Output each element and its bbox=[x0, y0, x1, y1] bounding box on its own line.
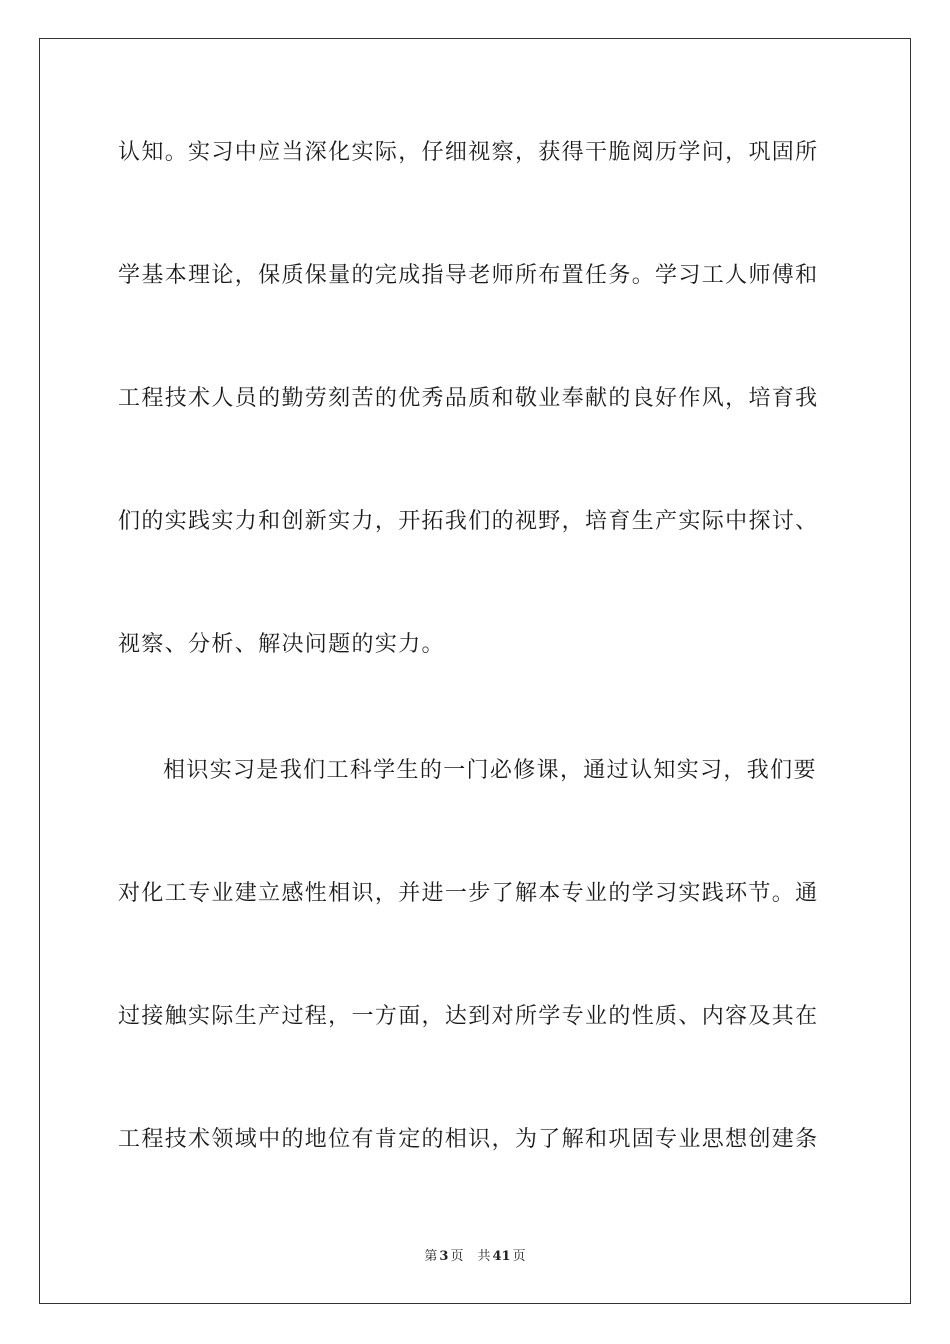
page-prefix: 第 bbox=[424, 1249, 438, 1264]
total-suffix: 页 bbox=[512, 1249, 526, 1264]
paragraph-first-line: 相识实习是我们工科学生的一门必修课，通过认知实习，我们要 bbox=[163, 758, 817, 783]
body-text-line: 认知。实习中应当深化实际，仔细视察，获得干脆阅历学问，巩固所 bbox=[118, 140, 819, 165]
total-pages: 41 bbox=[492, 1249, 511, 1264]
total-prefix: 共 bbox=[477, 1249, 491, 1264]
body-text-line: 视察、分析、解决问题的实力。 bbox=[118, 632, 445, 657]
body-text-line: 们的实践实力和创新实力，开拓我们的视野，培育生产实际中探讨、 bbox=[118, 509, 819, 534]
page-border bbox=[39, 38, 911, 1304]
body-text-line: 对化工专业建立感性相识，并进一步了解本专业的学习实践环节。通 bbox=[118, 881, 819, 906]
page-footer bbox=[0, 1248, 950, 1266]
page-number: 3 bbox=[439, 1249, 449, 1264]
body-text-line: 工程技术人员的勤劳刻苦的优秀品质和敬业奉献的良好作风，培育我 bbox=[118, 386, 819, 411]
page-suffix: 页 bbox=[450, 1249, 464, 1264]
body-text-line: 学基本理论，保质保量的完成指导老师所布置任务。学习工人师傅和 bbox=[118, 263, 819, 288]
body-text-line: 工程技术领域中的地位有肯定的相识，为了解和巩固专业思想创建条 bbox=[118, 1127, 819, 1152]
body-text-line: 过接触实际生产过程，一方面，达到对所学专业的性质、内容及其在 bbox=[118, 1004, 819, 1029]
